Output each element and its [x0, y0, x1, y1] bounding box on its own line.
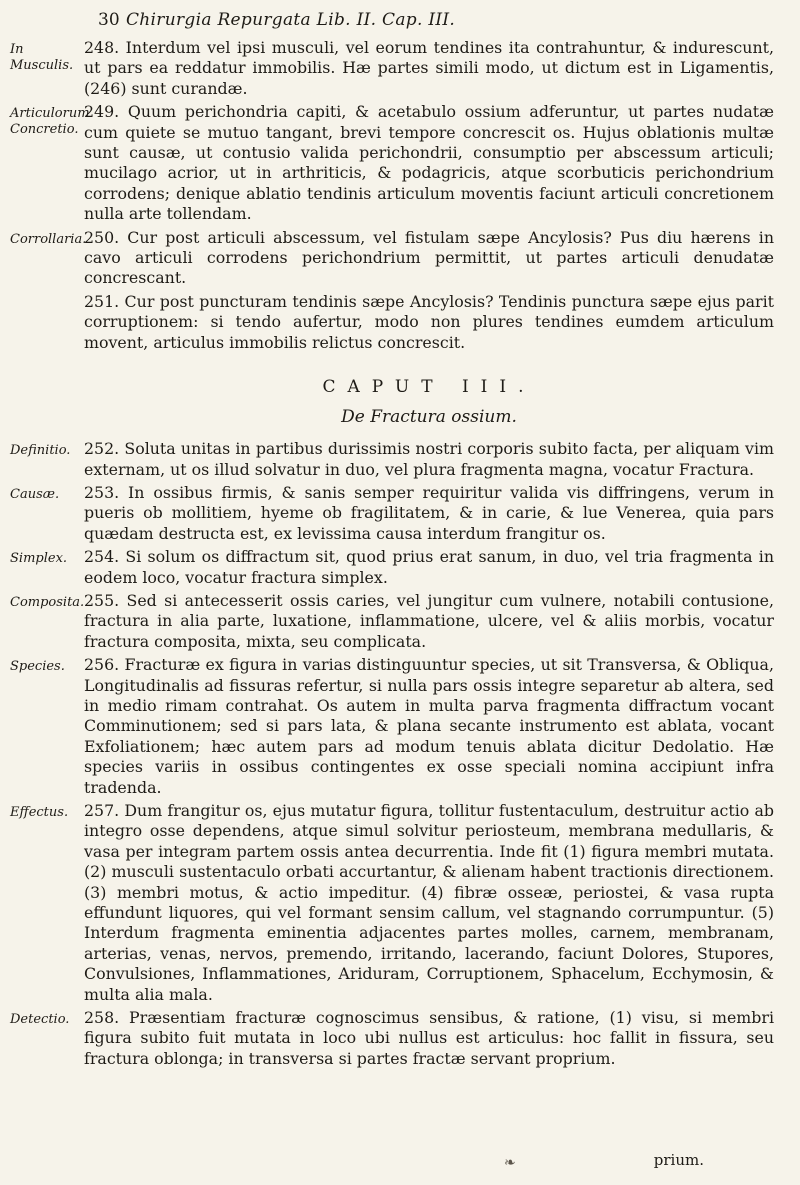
paragraph: [10, 483, 774, 544]
paragraph-text: 249. Quum perichondria capiti, & acetabulo ossium adferuntur, ut partes nudatæ cum quiete se mutuo tangant, brevi tempore concrescit os. Hujus oblationis multæ sunt causæ, ut contusio valida perichondrii, consumptio per abscessum articuli; mucilago acrior, ut in arthriticis, & podagricis, atque scorbuticis perichondrium corrodens; denique ablatio tendinis articulum moventis faciunt articuli concretionem nulla arte tollendam.: [84, 102, 774, 224]
paragraphs-bottom: [10, 439, 774, 1069]
paragraph: [10, 38, 774, 99]
paragraph-text: 251. Cur post puncturam tendinis sæpe Ancylosis? Tendinis punctura sæpe ejus parit corruptionem: si tendo aufertur, modo non plures tendines eumdem articulum movent, articulus immobilis relictus concrescit.: [84, 291, 774, 352]
paragraph: [10, 292, 774, 353]
margin-note: Causæ.: [10, 486, 60, 502]
paragraph-text: 255. Sed si antecesserit ossis caries, vel jungitur cum vulnere, notabili contusione, fractura in alia parte, luxatione, inflammatione, ulcere, vel & aliis morbis, vocatur fractura composita, mixta, seu complicata.: [84, 590, 774, 651]
paragraph-text: 257. Dum frangitur os, ejus mutatur figura, tollitur fustentaculum, destruitur actio ab integro osse dependens, atque simul solvitur periosteum, membrana medullaris, & vasa per integram partem ossis antea decurrentia. Inde fit (1) figura membri mutata. (2) musculi sustentaculo orbati accurtantur, & alienam habent tractionis directionem. (3) membri motus, & actio impeditur. (4) fibræ osseæ, periostei, & vasa rupta effundunt liquores, qui vel formant sensim callum, vel stagnando corrumpuntur. (5) Interdum fragmenta eminentia adjacentes partes molles, carnem, membranam, arterias, venas, nervos, premendo, irritando, lacerando, faciunt Dolores, Stupores, Convulsiones, Inflammationes, Ariduram, Corruptionem, Sphacelum, Ecchymosin, & multa alia mala.: [84, 801, 774, 1004]
paragraph-text: 252. Soluta unitas in partibus durissimis nostri corporis subito facta, per aliquam vim externam, ut os illud solvatur in duo, vel plura fragmenta magna, vocatur Fractura.: [84, 439, 774, 479]
paragraph-text: 256. Fracturæ ex figura in varias distinguuntur species, ut sit Transversa, & Obliqua, Longitudinalis ad fissuras refertur, si nulla pars ossis integre separetur ab altera, sed in medio rimam contrahat. Os autem in multa parva fragmenta diffractum vocant Comminutionem; sed si pars lata, & plana secante instrumento est ablata, vocant Exfoliationem; hæc autem pars ad modum tenuis ablata dicitur Dedolatio. Hæ species variis in ossibus contingentes ex osse speciali nomina accipiunt infra tradenda.: [84, 655, 774, 797]
margin-note: Simplex.: [10, 551, 68, 567]
paragraph: [10, 102, 774, 224]
paragraph: [10, 655, 774, 798]
margin-note: Articulorum Concretio.: [10, 106, 90, 138]
margin-note: Corrollaria.: [10, 231, 87, 247]
paragraphs-top: [10, 38, 774, 353]
paragraph: [10, 439, 774, 480]
ornament-mark: ❧: [504, 1155, 516, 1171]
paragraph-text: 250. Cur post articuli abscessum, vel fistulam sæpe Ancylosis? Pus diu hærens in cavo articuli corrodens perichondrium permittit, ut partes articuli denudatæ concrescant.: [84, 227, 774, 288]
catchword: prium.: [653, 1151, 704, 1169]
margin-note: Species.: [10, 659, 65, 675]
paragraph-text: 253. In ossibus firmis, & sanis semper requiritur valida vis diffringens, verum in pueris ob mollitiem, hyeme ob fragilitatem, & in carie, & lue Venerea, quia pars quædam destructa est, ex levissima causa interdum frangitur os.: [84, 482, 774, 543]
margin-note: Detectio.: [10, 1012, 70, 1028]
chapter-subtitle: De Fractura ossium.: [341, 407, 517, 428]
margin-note: Definitio.: [10, 443, 71, 459]
paragraph: [10, 591, 774, 652]
page-header: [10, 8, 774, 38]
margin-note: Effectus.: [10, 805, 69, 820]
paragraph: [10, 228, 774, 289]
paragraph: [10, 801, 774, 1005]
margin-note: Composita.: [10, 594, 85, 610]
paragraph: [10, 1008, 774, 1069]
paragraph-text: 258. Præsentiam fracturæ cognoscimus sensibus, & ratione, (1) visu, si membri figura subito fuit mutata in loco ubi nullus est articulus: hoc fallit in fissura, seu fractura oblonga; in transversa si partes fractæ servant proprium.: [84, 1008, 774, 1068]
running-title: Chirurgia Repurgata Lib. II. Cap. III.: [126, 10, 456, 30]
margin-note: [10, 292, 84, 296]
chapter-heading: CAPUT III.: [322, 377, 536, 398]
page-number: 30: [98, 10, 120, 30]
paragraph-text: 254. Si solum os diffractum sit, quod prius erat sanum, in duo, vel tria fragmenta in eodem loco, vocatur fractura simplex.: [84, 547, 774, 587]
margin-note: In Musculis.: [10, 42, 74, 73]
paragraph: [10, 547, 774, 588]
paragraph-text: 248. Interdum vel ipsi musculi, vel eorum tendines ita contrahuntur, & indurescunt, ut pars ea reddatur immobilis. Hæ partes simili modo, ut dictum est in Ligamentis, (246) sunt curandæ.: [84, 38, 774, 98]
